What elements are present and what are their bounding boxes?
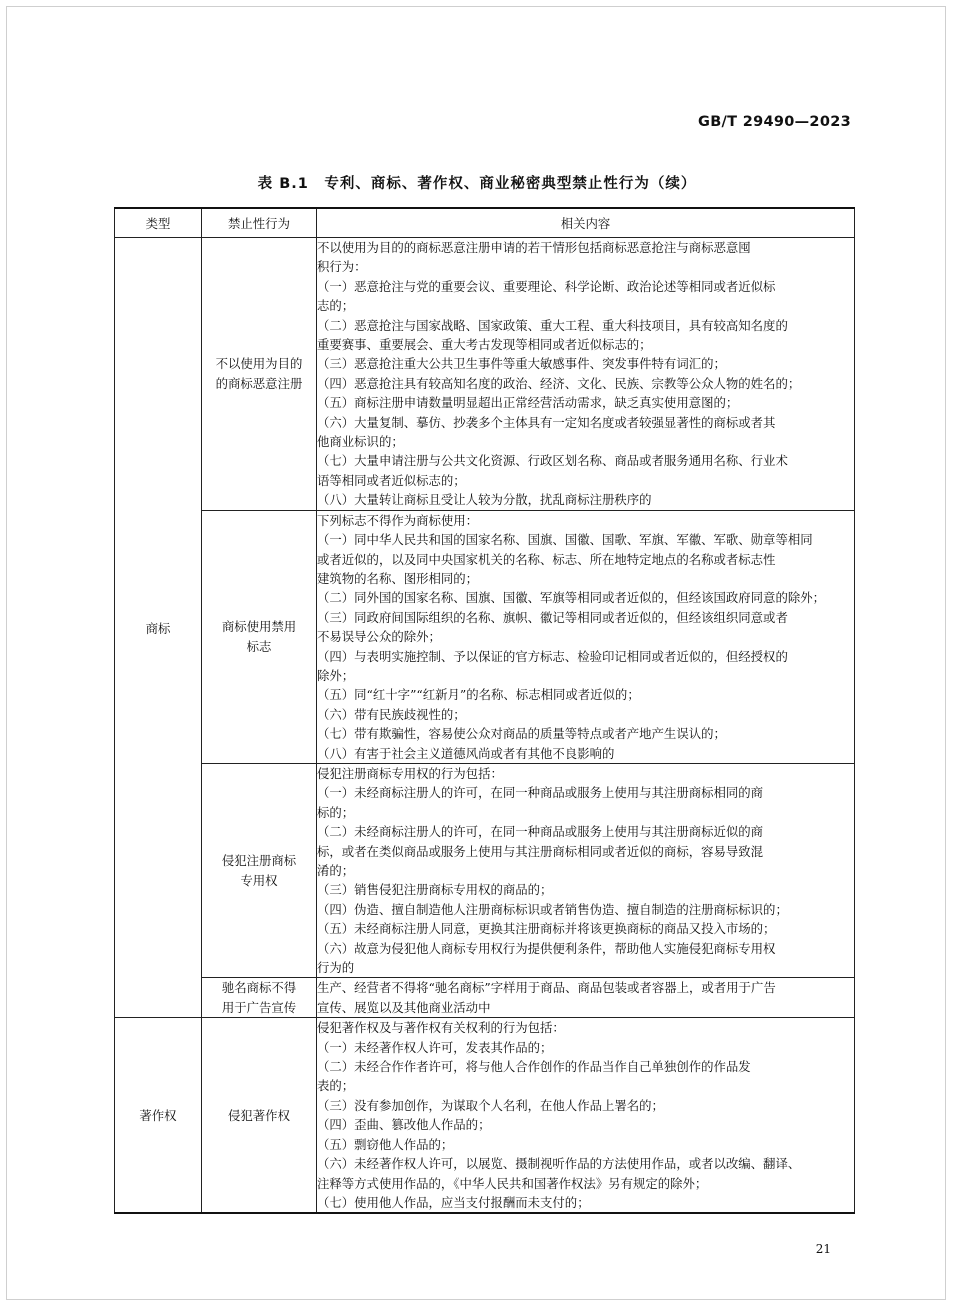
content-line: （六）故意为侵犯他人商标专用权行为提供便利条件，帮助他人实施侵犯商标专用权 (317, 940, 776, 956)
behavior-cell (202, 978, 317, 1018)
content-line: （七）大量申请注册与公共文化资源、行政区划名称、商品或者服务通用名称、行业术 (317, 453, 788, 469)
content-line: 或者近似的，以及同中央国家机关的名称、标志、所在地特定地点的名称或者标志性 (317, 551, 776, 567)
content-line: （四）伪造、擅自制造他人注册商标标识或者销售伪造、擅自制造的注册商标标识的； (317, 901, 788, 917)
behavior-cell (202, 510, 317, 763)
behavior-line: 的商标恶意注册 (215, 375, 303, 391)
content-line: （五）未经商标注册人同意，更换其注册商标并将该更换商标的商品又投入市场的； (317, 921, 776, 937)
content-line: 行为的 (317, 960, 355, 976)
content-line: （七）带有欺骗性，容易使公众对商品的质量等特点或者产地产生误认的； (317, 726, 726, 742)
content-line: （二）同外国的国家名称、国旗、国徽、军旗等相同或者近似的，但经该国政府同意的除外； (317, 590, 826, 606)
content-line: 生产、经营者不得将“驰名商标”字样用于商品、商品包装或者容器上，或者用于广告 (317, 980, 776, 996)
content-line: （八）有害于社会主义道德风尚或者有其他不良影响的 (317, 745, 615, 761)
behavior-cell (202, 763, 317, 977)
content-line: 语等相同或者近似标志的； (317, 472, 466, 488)
content-line: 标，或者在类似商品或服务上使用与其注册商标相同或者近似的商标，容易导致混 (317, 843, 764, 859)
content-line: （三）没有参加创作，为谋取个人名利，在他人作品上署名的； (317, 1097, 664, 1113)
behavior-cell (202, 1018, 317, 1214)
content-line: 积行为： (317, 259, 367, 275)
table-row (115, 763, 855, 977)
content-line: 注释等方式使用作品的，《中华人民共和国著作权法》另有规定的除外； (317, 1175, 708, 1191)
header-type: 类型 (115, 208, 202, 238)
table-title: 表 B.1 专利、商标、著作权、商业秘密典型禁止性行为（续） (257, 176, 697, 192)
content-line: （五）同“红十字”“红新月”的名称、标志相同或者近似的； (317, 687, 640, 703)
behavior-line: 用于广告宣传 (221, 999, 297, 1015)
content-line: （八）大量转让商标且受让人较为分散，扰乱商标注册秩序的 (317, 492, 652, 508)
behavior-cell (202, 238, 317, 511)
content-line: 淆的； (317, 863, 355, 878)
table-row (115, 510, 855, 763)
behavior-line: 侵犯著作权 (228, 1107, 290, 1123)
category-trademark: 商标 (115, 238, 202, 1018)
page-number: 21 (815, 1242, 831, 1256)
content-line: 建筑物的名称、图形相同的； (317, 570, 479, 586)
content-line: （二）未经商标注册人的许可，在同一种商品或服务上使用与其注册商标近似的商 (317, 824, 764, 840)
content-line: （四）与表明实施控制、予以保证的官方标志、检验印记相同或者近似的，但经授权的 (317, 648, 788, 664)
content-cell (317, 238, 855, 511)
content-cell (317, 763, 855, 977)
content-line: 侵犯注册商标专用权的行为包括： (317, 765, 503, 781)
content-line: 宣传、展览以及其他商业活动中 (317, 999, 491, 1015)
content-line: （一）恶意抢注与党的重要会议、重要理论、科学论断、政治论述等相同或者近似标 (317, 278, 776, 294)
content-line: 不以使用为目的的商标恶意注册申请的若干情形包括商标恶意抢注与商标恶意囤 (317, 240, 751, 255)
behavior-line: 商标使用禁用 (221, 619, 297, 635)
table-row (115, 978, 855, 1018)
content-line: 下列标志不得作为商标使用： (317, 512, 479, 528)
content-line: 不易误导公众的除外； (317, 629, 441, 645)
behavior-line: 侵犯注册商标 (221, 853, 297, 869)
header-behavior: 禁止性行为 (202, 208, 317, 238)
content-line: （六）未经著作权人许可，以展览、摄制视听作品的方法使用作品，或者以改编、翻译、 (317, 1156, 801, 1172)
content-line: （三）恶意抢注重大公共卫生事件等重大敏感事件、突发事件特有词汇的； (317, 356, 726, 372)
prohibited-behaviors-table (114, 207, 855, 1214)
content-line: （五）剽窃他人作品的； (317, 1136, 454, 1152)
content-cell (317, 1018, 855, 1214)
content-line: 表的； (317, 1078, 355, 1094)
behavior-line: 专用权 (240, 872, 278, 888)
content-line: （三）同政府间国际组织的名称、旗帜、徽记等相同或者近似的，但经该组织同意或者 (317, 609, 788, 625)
behavior-line: 不以使用为目的 (215, 356, 303, 372)
content-line: （一）未经著作权人许可，发表其作品的； (317, 1039, 553, 1055)
table-row (115, 1018, 855, 1214)
category-copyright: 著作权 (115, 1018, 202, 1214)
content-line: （四）歪曲、篡改他人作品的； (317, 1117, 491, 1133)
content-line: 他商业标识的； (317, 434, 404, 450)
content-cell (317, 510, 855, 763)
table-row (115, 238, 855, 511)
content-line: 标的； (317, 804, 355, 820)
content-line: （二）恶意抢注与国家战略、国家政策、重大工程、重大科技项目，具有较高知名度的 (317, 317, 788, 333)
content-line: 除外； (317, 667, 355, 683)
behavior-line: 标志 (246, 638, 272, 654)
standard-code: GB/T 29490—2023 (698, 114, 851, 130)
content-line: （五）商标注册申请数量明显超出正常经营活动需求，缺乏真实使用意图的； (317, 395, 739, 411)
content-line: （一）同中华人民共和国的国家名称、国旗、国徽、国歌、军旗、军徽、军歌、勋章等相同 (317, 532, 813, 548)
content-line: 重要赛事、重要展会、重大考古发现等相同或者近似标志的； (317, 337, 652, 353)
content-line: （六）带有民族歧视性的； (317, 706, 466, 722)
header-content: 相关内容 (317, 208, 855, 238)
content-line: （三）销售侵犯注册商标专用权的商品的； (317, 882, 553, 898)
content-line: （四）恶意抢注具有较高知名度的政治、经济、文化、民族、宗教等公众人物的姓名的； (317, 375, 801, 391)
content-cell (317, 978, 855, 1018)
content-line: 侵犯著作权及与著作权有关权利的行为包括： (317, 1020, 565, 1036)
content-line: （一）未经商标注册人的许可，在同一种商品或服务上使用与其注册商标相同的商 (317, 785, 764, 801)
content-line: （七）使用他人作品，应当支付报酬而未支付的； (317, 1194, 590, 1210)
content-line: 志的； (317, 298, 355, 314)
content-line: （二）未经合作作者许可，将与他人合作创作的作品当作自己单独创作的作品发 (317, 1059, 751, 1075)
table-header-row (115, 208, 855, 238)
behavior-line: 驰名商标不得 (221, 980, 297, 996)
content-line: （六）大量复制、摹仿、抄袭多个主体具有一定知名度或者较强显著性的商标或者其 (317, 414, 776, 430)
